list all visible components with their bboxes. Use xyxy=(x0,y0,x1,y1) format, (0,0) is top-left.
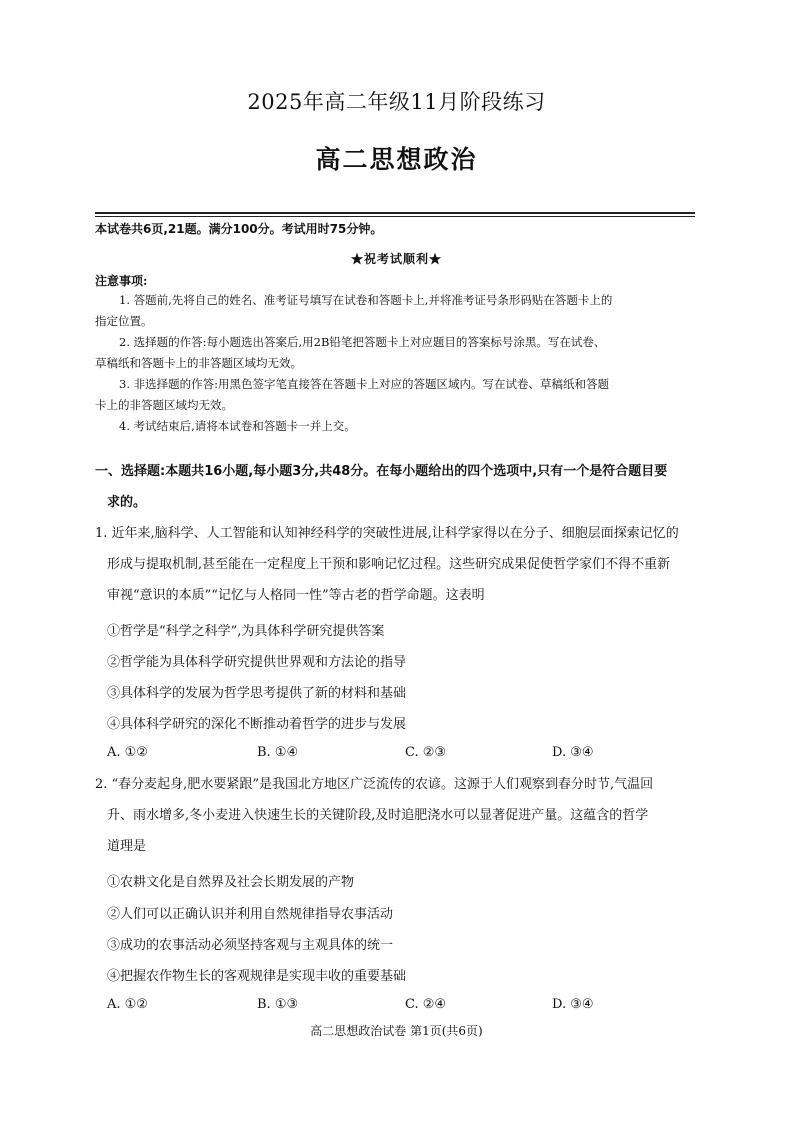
choice-c: C. ②④ xyxy=(405,997,447,1012)
notice-line: 1. 答题前,先将自己的姓名、准考证号填写在试卷和答题卡上,并将准考证号条形码贴在答题卡上的 xyxy=(119,293,613,307)
notice-line: 2. 选择题的作答:每小题选出答案后,用2B铅笔把答题卡上对应题目的答案标号涂黑。写在试卷、 xyxy=(119,335,606,349)
question-line: 2. “春分麦起身,肥水要紧跟”是我国北方地区广泛流传的农谚。这源于人们观察到春分时节,气温回 xyxy=(95,777,654,792)
page-footer: 高二思想政治试卷 第1页(共6页) xyxy=(310,1024,483,1038)
question-line: 道理是 xyxy=(107,839,147,854)
section-heading xyxy=(95,456,700,518)
notice-line: 3. 非选择题的作答:用黑色签字笔直接答在答题卡上对应的答题区域内。写在试卷、草稿纸和答题 xyxy=(119,377,609,391)
choice-b: B. ①④ xyxy=(257,745,299,760)
notice-item-2 xyxy=(95,332,695,374)
notice-line: 草稿纸和答题卡上的非答题区域均无效。 xyxy=(95,356,302,370)
notice-item-3 xyxy=(95,374,695,416)
section-heading-line: 一、选择题:本题共16小题,每小题3分,共48分。在每小题给出的四个选项中,只有一个是符合题目要 xyxy=(95,464,668,479)
choice-a: A. ①② xyxy=(107,745,148,760)
question-line: 1. 近年来,脑科学、人工智能和认知神经科学的突破性进展,让科学家得以在分子、细胞层面探索记忆的 xyxy=(95,526,679,541)
question-line: 升、雨水增多,冬小麦进入快速生长的关键阶段,及时追肥浇水可以显著促进产量。这蕴含的哲学 xyxy=(107,808,649,823)
question-1-statement-4: ④具体科学研究的深化不断推动着哲学的进步与发展 xyxy=(107,717,407,732)
header-divider-thin xyxy=(95,216,695,217)
notice-line: 指定位置。 xyxy=(95,314,153,328)
question-1-statement-1: ①哲学是“科学之科学”,为具体科学研究提供答案 xyxy=(107,624,385,639)
subject-title: 高二思想政治 xyxy=(315,145,478,174)
notice-item-1 xyxy=(95,290,695,332)
question-line: 形成与提取机制,甚至能在一定程度上干预和影响记忆过程。这些研究成果促使哲学家们不得不重新 xyxy=(107,557,671,572)
question-line: 审视“意识的本质”“记忆与人格同一性”等古老的哲学命题。这表明 xyxy=(107,588,485,603)
section-heading-line: 求的。 xyxy=(107,495,147,510)
notice-item-4 xyxy=(95,416,695,437)
question-2-stem xyxy=(95,769,700,862)
exam-info: 本试卷共6页,21题。满分100分。考试用时75分钟。 xyxy=(95,222,383,236)
choice-d: D. ③④ xyxy=(552,745,594,760)
question-2-statement-3: ③成功的农事活动必须坚持客观与主观具体的统一 xyxy=(107,938,394,953)
notice-line: 4. 考试结束后,请将本试卷和答题卡一并上交。 xyxy=(119,419,356,433)
question-1-statement-3: ③具体科学的发展为哲学思考提供了新的材料和基础 xyxy=(107,686,407,701)
choice-c: C. ②③ xyxy=(405,745,447,760)
choice-a: A. ①② xyxy=(107,997,148,1012)
question-1-stem xyxy=(95,518,700,611)
notice-line: 卡上的非答题区域均无效。 xyxy=(95,398,233,412)
choice-b: B. ①③ xyxy=(257,997,299,1012)
question-1-statement-2: ②哲学能为具体科学研究提供世界观和方法论的指导 xyxy=(107,655,407,670)
notice-heading: 注意事项: xyxy=(95,274,148,288)
good-luck-banner: ★祝考试顺利★ xyxy=(350,252,442,266)
question-2-statement-4: ④把握农作物生长的客观规律是实现丰收的重要基础 xyxy=(107,969,407,984)
exam-title: 2025年高二年级11月阶段练习 xyxy=(247,90,546,114)
header-divider-thick xyxy=(95,212,695,214)
choice-d: D. ③④ xyxy=(552,997,594,1012)
question-2-statement-1: ①农耕文化是自然界及社会长期发展的产物 xyxy=(107,875,355,890)
question-2-statement-2: ②人们可以正确认识并利用自然规律指导农事活动 xyxy=(107,907,394,922)
